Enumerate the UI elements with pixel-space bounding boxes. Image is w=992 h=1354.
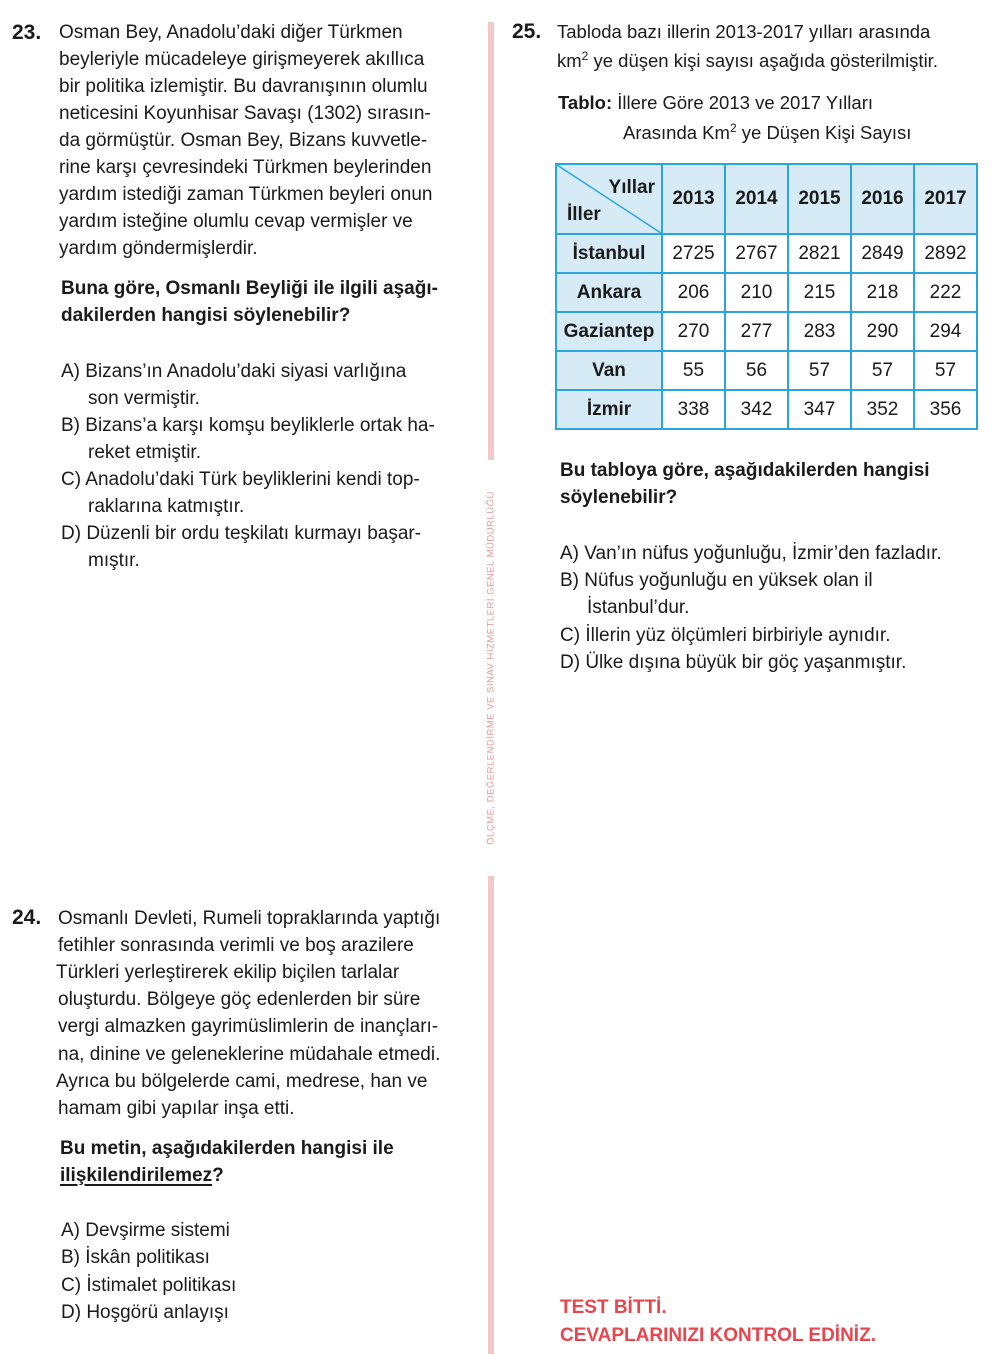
table-cell: 283 bbox=[788, 312, 851, 351]
table-cell: 56 bbox=[725, 351, 788, 390]
option-text: D) Düzenli bir ordu teşkilatı kurmayı başar- bbox=[61, 523, 422, 544]
table-cell: 57 bbox=[914, 351, 977, 390]
city-name: Ankara bbox=[556, 273, 662, 312]
table-row bbox=[556, 273, 977, 312]
test-finished-text: TEST BİTTİ. bbox=[560, 1297, 667, 1318]
year-header: 2015 bbox=[788, 164, 851, 234]
q23-stem-line: beyleriyle mücadeleye girişmeyerek akıllıca bbox=[59, 49, 425, 70]
table-cell: 57 bbox=[851, 351, 914, 390]
table-caption-line-2 bbox=[623, 122, 911, 143]
q25-option-d[interactable]: D) Ülke dışına büyük bir göç yaşanmıştır. bbox=[560, 652, 907, 673]
table-cell: 55 bbox=[662, 351, 725, 390]
q23-stem-line: neticesini Koyunhisar Savaşı (1302) sırasın- bbox=[59, 103, 431, 124]
table-caption-label: Tablo: bbox=[558, 92, 613, 113]
table-cell: 342 bbox=[725, 390, 788, 429]
table-cell: 277 bbox=[725, 312, 788, 351]
city-name: İzmir bbox=[556, 390, 662, 429]
q23-stem-line: Osman Bey, Anadolu’daki diğer Türkmen bbox=[59, 22, 403, 43]
q24-stem-line: na, dinine ve geleneklerine müdahale etmedi. bbox=[58, 1044, 441, 1065]
table-cell: 2725 bbox=[662, 234, 725, 273]
table-row bbox=[556, 312, 977, 351]
option-text: A) Bizans’ın Anadolu’daki siyasi varlığına bbox=[61, 361, 407, 382]
table-cell: 347 bbox=[788, 390, 851, 429]
q23-stem-line: bir politika izlemiştir. Bu davranışının olumlu bbox=[59, 76, 428, 97]
corner-label-cities: İller bbox=[567, 204, 601, 225]
check-answers-text: CEVAPLARINIZI KONTROL EDİNİZ. bbox=[560, 1325, 876, 1346]
superscript: 2 bbox=[581, 49, 589, 63]
q24-stem-line: Ayrıca bu bölgelerde cami, medrese, han ve bbox=[56, 1071, 428, 1092]
q24-prompt-line: Bu metin, aşağıdakilerden hangisi ile bbox=[60, 1138, 394, 1159]
table-cell: 290 bbox=[851, 312, 914, 351]
stem-rest: ye düşen kişi sayısı aşağıda gösterilmiştir. bbox=[588, 50, 938, 72]
q24-stem-line: vergi almazken gayrimüslimlerin de inançları- bbox=[58, 1016, 439, 1037]
city-name: Gaziantep bbox=[556, 312, 662, 351]
table-row bbox=[556, 351, 977, 390]
year-header: 2013 bbox=[662, 164, 725, 234]
table-cell: 338 bbox=[662, 390, 725, 429]
table-cell: 206 bbox=[662, 273, 725, 312]
table-cell: 2849 bbox=[851, 234, 914, 273]
q24-stem-line: oluşturdu. Bölgeye göç edenlerden bir süre bbox=[58, 989, 421, 1010]
question-25-number: 25. bbox=[512, 20, 542, 43]
q23-stem-line: da görmüştür. Osman Bey, Bizans kuvvetle- bbox=[59, 130, 428, 151]
table-caption-title: Arasında Km bbox=[623, 122, 730, 144]
option-text: İstanbul’dur. bbox=[587, 597, 690, 618]
population-density-table bbox=[555, 163, 978, 430]
q24-stem-line: Türkleri yerleştirerek ekilip biçilen tarlalar bbox=[56, 962, 400, 983]
q25-option-c[interactable]: C) İllerin yüz ölçümleri birbiriyle aynıdır. bbox=[560, 625, 891, 646]
q23-stem-line: rine karşı çevresindeki Türkmen beylerinden bbox=[59, 157, 432, 178]
option-text: reket etmiştir. bbox=[88, 442, 201, 463]
table-cell: 222 bbox=[914, 273, 977, 312]
km-text: km bbox=[557, 50, 582, 72]
q24-stem-line: fetihler sonrasında verimli ve boş arazilere bbox=[58, 935, 414, 956]
column-divider-bottom bbox=[488, 876, 494, 1354]
year-header: 2017 bbox=[914, 164, 977, 234]
q24-stem-line: hamam gibi yapılar inşa etti. bbox=[58, 1098, 295, 1119]
option-text: B) Nüfus yoğunluğu en yüksek olan il bbox=[560, 570, 873, 591]
q25-stem-line-2 bbox=[557, 50, 938, 71]
q24-prompt-qmark: ? bbox=[212, 1165, 224, 1186]
table-cell: 2821 bbox=[788, 234, 851, 273]
option-text: son vermiştir. bbox=[88, 388, 200, 409]
table-cell: 294 bbox=[914, 312, 977, 351]
corner-label-years: Yıllar bbox=[608, 177, 655, 198]
table-caption-line-1 bbox=[558, 94, 873, 113]
q23-prompt-line: dakilerden hangisi söylenebilir? bbox=[61, 305, 351, 326]
table-cell: 218 bbox=[851, 273, 914, 312]
year-header: 2016 bbox=[851, 164, 914, 234]
question-24-number: 24. bbox=[12, 906, 42, 929]
city-name: İstanbul bbox=[556, 234, 662, 273]
table-row bbox=[556, 234, 977, 273]
q24-option-d[interactable]: D) Hoşgörü anlayışı bbox=[61, 1302, 229, 1323]
year-header: 2014 bbox=[725, 164, 788, 234]
q23-prompt-line: Buna göre, Osmanlı Beyliği ile ilgili aşağı- bbox=[61, 278, 438, 299]
city-name: Van bbox=[556, 351, 662, 390]
table-caption-title: İllere Göre 2013 ve 2017 Yılları bbox=[612, 92, 873, 113]
q24-prompt-underlined: ilişkilendirilemez bbox=[60, 1165, 213, 1186]
q24-option-b[interactable]: B) İskân politikası bbox=[61, 1247, 210, 1268]
superscript: 2 bbox=[729, 121, 737, 135]
table-cell: 2767 bbox=[725, 234, 788, 273]
q23-stem-line: yardım göndermişlerdir. bbox=[59, 238, 258, 259]
table-cell: 215 bbox=[788, 273, 851, 312]
q25-prompt-line: söylenebilir? bbox=[560, 487, 678, 508]
table-cell: 2892 bbox=[914, 234, 977, 273]
q23-stem-line: yardım istediği zaman Türkmen beyleri onun bbox=[59, 184, 433, 205]
q24-prompt-line-2 bbox=[60, 1166, 224, 1185]
option-text: C) Anadolu’daki Türk beyliklerini kendi top- bbox=[61, 469, 420, 490]
q24-stem-line: Osmanlı Devleti, Rumeli topraklarında yaptığı bbox=[58, 908, 441, 929]
table-cell: 57 bbox=[788, 351, 851, 390]
option-text: raklarına katmıştır. bbox=[88, 496, 245, 517]
q25-stem-line: Tabloda bazı illerin 2013-2017 yılları arasında bbox=[557, 21, 931, 42]
table-caption-title: ye Düşen Kişi Sayısı bbox=[736, 122, 912, 144]
q24-option-c[interactable]: C) İstimalet politikası bbox=[61, 1275, 237, 1296]
option-text: B) Bizans’a karşı komşu beyliklerle ortak ha- bbox=[61, 415, 435, 436]
option-text: mıştır. bbox=[88, 550, 140, 571]
table-cell: 352 bbox=[851, 390, 914, 429]
table-cell: 210 bbox=[725, 273, 788, 312]
question-23-number: 23. bbox=[12, 21, 42, 44]
table-cell: 356 bbox=[914, 390, 977, 429]
q24-option-a[interactable]: A) Devşirme sistemi bbox=[61, 1220, 230, 1241]
q25-prompt-line: Bu tabloya göre, aşağıdakilerden hangisi bbox=[560, 460, 930, 481]
column-divider-top bbox=[488, 22, 494, 460]
q25-option-a[interactable]: A) Van’ın nüfus yoğunluğu, İzmir’den fazladır. bbox=[560, 543, 942, 564]
table-corner-cell bbox=[556, 164, 662, 234]
table-header-row bbox=[556, 164, 977, 234]
q23-stem-line: yardım isteğine olumlu cevap vermişler ve bbox=[59, 211, 413, 232]
side-watermark-text: ÖLÇME, DEĞERLENDİRME VE SINAV HİZMETLERİ GENEL MÜDÜRLÜĞÜ bbox=[485, 491, 497, 845]
table-row bbox=[556, 390, 977, 429]
table-cell: 270 bbox=[662, 312, 725, 351]
